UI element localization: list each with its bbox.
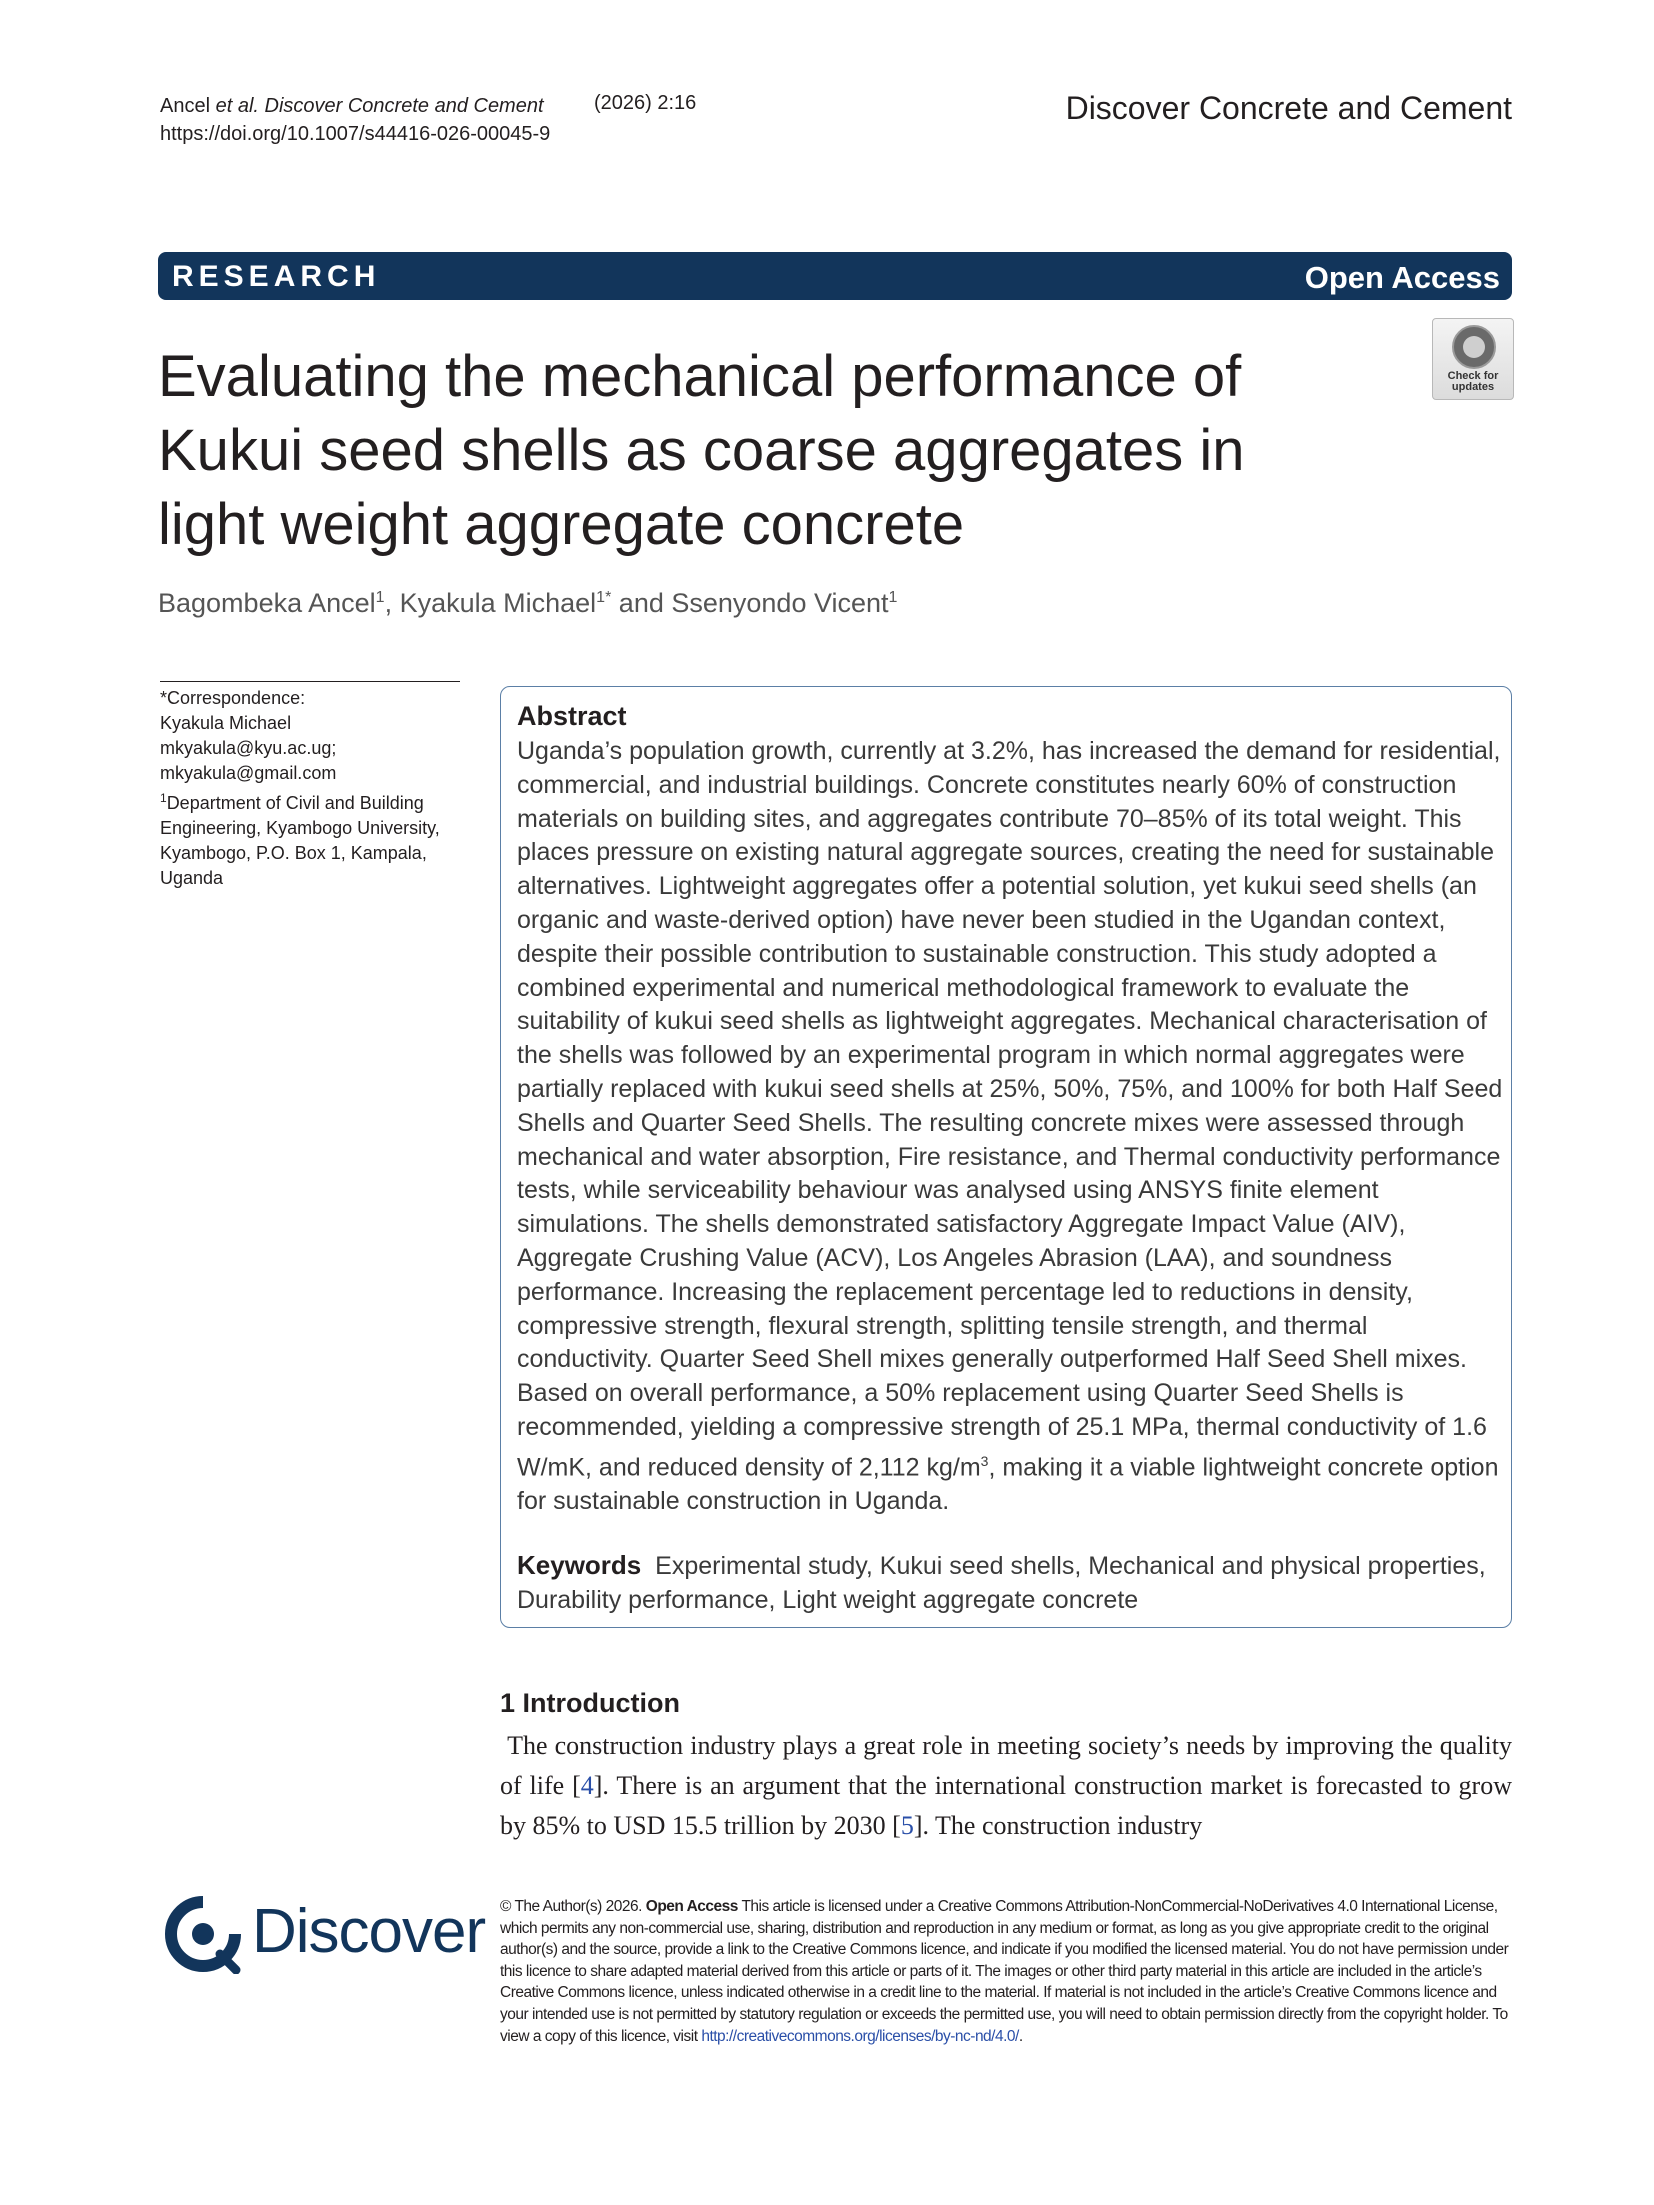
citation-header bbox=[160, 92, 550, 148]
author-list: Bagombeka Ancel$^1$, Kyakula Michael$^{1*}$ and Ssenyondo Vicent$^1$ bbox=[158, 588, 898, 618]
affiliation-sup: 1 bbox=[160, 791, 167, 805]
article-type-label: RESEARCH bbox=[172, 260, 381, 293]
article-title: Evaluating the mechanical performance of Kukui seed shells as coarse aggregates in light weight aggregate concrete bbox=[158, 344, 1245, 557]
affiliation bbox=[160, 786, 470, 891]
open-access-note: Open Access bbox=[645, 1898, 738, 1915]
citation-link[interactable]: 4 bbox=[580, 1771, 594, 1800]
citation-authors: Ancel bbox=[160, 95, 211, 117]
abstract-heading: Abstract bbox=[517, 701, 627, 731]
author-name: Kyakula Michael bbox=[399, 588, 597, 618]
citation-year: (2026) 2:16 bbox=[594, 92, 697, 114]
author-affiliation-sup: 1* bbox=[596, 589, 612, 606]
license-link[interactable]: http://creativecommons.org/licenses/by-nc-nd/4.0/ bbox=[701, 2027, 1019, 2045]
correspondence-email[interactable]: mkyakula@kyu.ac.ug; mkyakula@gmail.com bbox=[160, 738, 337, 783]
section-heading-introduction: 1 Introduction bbox=[500, 1688, 680, 1718]
discover-logo-text: Discover bbox=[252, 1897, 486, 1966]
open-access-label: Open Access bbox=[1304, 260, 1500, 295]
article-type-banner bbox=[158, 252, 1512, 300]
author-affiliation-sup: 1 bbox=[888, 589, 898, 606]
journal-name: Discover Concrete and Cement bbox=[1065, 90, 1512, 126]
check-for-updates-badge[interactable] bbox=[1432, 318, 1514, 400]
abstract-box bbox=[500, 686, 1512, 1628]
check-updates-line2: updates bbox=[1451, 381, 1495, 393]
check-updates-icon bbox=[1452, 325, 1496, 369]
doi-link[interactable]: https://doi.org/10.1007/s44416-026-00045-9 bbox=[160, 123, 551, 145]
copyright-text: © The Author(s) 2026. bbox=[500, 1898, 642, 1915]
license-notice: © The Author(s) 2026. Open Access This article is licensed under a Creative Commons Attribution-NonCommercial-NoDerivatives 4.0 International License, which permits any non-commercial use, sharing, distribution and reproduction in any medium or format, as long as you give appropriate credit to the original author(s) and the source, provide a link to the Creative Commons licence, and indicate if you modified the licensed material. You do not have permission under this licence to share adapted material derived from this article or parts of it. The images or other third party material in this article are included in the article’s Creative Commons licence, unless indicated otherwise in a credit line to the material. If material is not included in the article’s Creative Commons licence and your intended use is not permitted by statutory regulation or exceeds the permitted use, you will need to obtain permission directly from the copyright holder. To view a copy of this licence, visit http://creativecommons.org/licenses/by-nc-nd/4.0/. bbox=[500, 1898, 1509, 2045]
keywords bbox=[517, 1549, 1507, 1618]
license-text: This article is licensed under a Creative Commons Attribution-NonCommercial-NoDerivatives 4.0 International License, which permits any non-commercial use, sharing, distribution and reproduction in any medium or format, as long as you give appropriate credit to the original author(s) and the source, provide a link to the Creative Commons licence, and indicate if you modified the licensed material. You do not have permission under this licence to share adapted material derived from this article or parts of it. The images or other third party material in this article are included in the article’s Creative Commons licence, unless indicated otherwise in a credit line to the material. If material is not included in the article’s Creative Commons licence and your intended use is not permitted by statutory regulation or exceeds the permitted use, you will need to obtain permission directly from the copyright holder. To view a copy of this licence, visit bbox=[500, 1898, 1509, 2045]
citation-link[interactable]: 5 bbox=[900, 1811, 914, 1840]
affiliation-text: Department of Civil and Building Engineering, Kyambogo University, Kyambogo, P.O. Box 1, Kampala, Uganda bbox=[160, 793, 440, 888]
author-name: Ssenyondo Vicent bbox=[671, 588, 889, 618]
correspondence-label: *Correspondence: bbox=[160, 688, 306, 708]
discover-logo bbox=[160, 1894, 486, 1974]
correspondence-name: Kyakula Michael bbox=[160, 713, 292, 733]
abstract-text: Uganda’s population growth, currently at 3.2%, has increased the demand for residential, commercial, and industrial buildings. Concrete constitutes nearly 60% of construction materials on building sites, and aggregates contribute 70–85% of its total weight. This places pressure on existing natural aggregate sources, creating the need for sustainable alternatives. Lightweight aggregates offer a potential solution, yet kukui seed shells (an organic and waste-derived option) have never been studied in the Ugandan context, despite their possible contribution to sustainable construction. This study adopted a combined experimental and numerical methodological framework to evaluate the suitability of kukui seed shells as lightweight aggregates. Mechanical characterisation of the shells was followed by an experimental program in which normal aggregates were partially replaced with kukui seed shells at 25%, 50%, 75%, and 100% for both Half Seed Shells and Quarter Seed Shells. The resulting concrete mixes were assessed through mechanical and water absorption, Fire resistance, and Thermal conductivity performance tests, while serviceability behaviour was analysed using ANSYS finite element simulations. The shells demonstrated satisfactory Aggregate Impact Value (AIV), Aggregate Crushing Value (ACV), Los Angeles Abrasion (LAA), and soundness performance. Increasing the replacement percentage led to reductions in density, compressive strength, flexural strength, splitting tensile strength, and thermal conductivity. Quarter Seed Shell mixes generally outperformed Half Seed Shell mixes. Based on overall performance, a 50% replacement using Quarter Seed Shells is recommended, yielding a compressive strength of 25.1 MPa, thermal conductivity of 1.6 W/mK, and reduced density of 2,112 $kg/m^3$, making it a viable lightweight concrete option for sustainable construction in Uganda. bbox=[517, 737, 1503, 1515]
keywords-text: Experimental study, Kukui seed shells, Mechanical and physical properties, Durability performance, Light weight aggregate concrete bbox=[517, 1552, 1486, 1614]
check-updates-line1: Check for bbox=[1447, 370, 1499, 382]
keywords-label: Keywords bbox=[517, 1550, 642, 1580]
correspondence-sidebar bbox=[160, 686, 470, 891]
author-affiliation-sup: 1 bbox=[375, 589, 385, 606]
citation-journal: et al. Discover Concrete and Cement bbox=[215, 95, 544, 117]
discover-logo-icon bbox=[160, 1894, 246, 1974]
introduction-paragraph: The construction industry plays a great role in meeting society’s needs by improving the quality of life [4]. There is an argument that the international construction market is forecasted to grow by 85% to USD 15.5 trillion by 2030 [5]. The construction industry bbox=[500, 1731, 1512, 1840]
sidebar-divider bbox=[160, 681, 460, 682]
author-name: Bagombeka Ancel bbox=[158, 588, 376, 618]
